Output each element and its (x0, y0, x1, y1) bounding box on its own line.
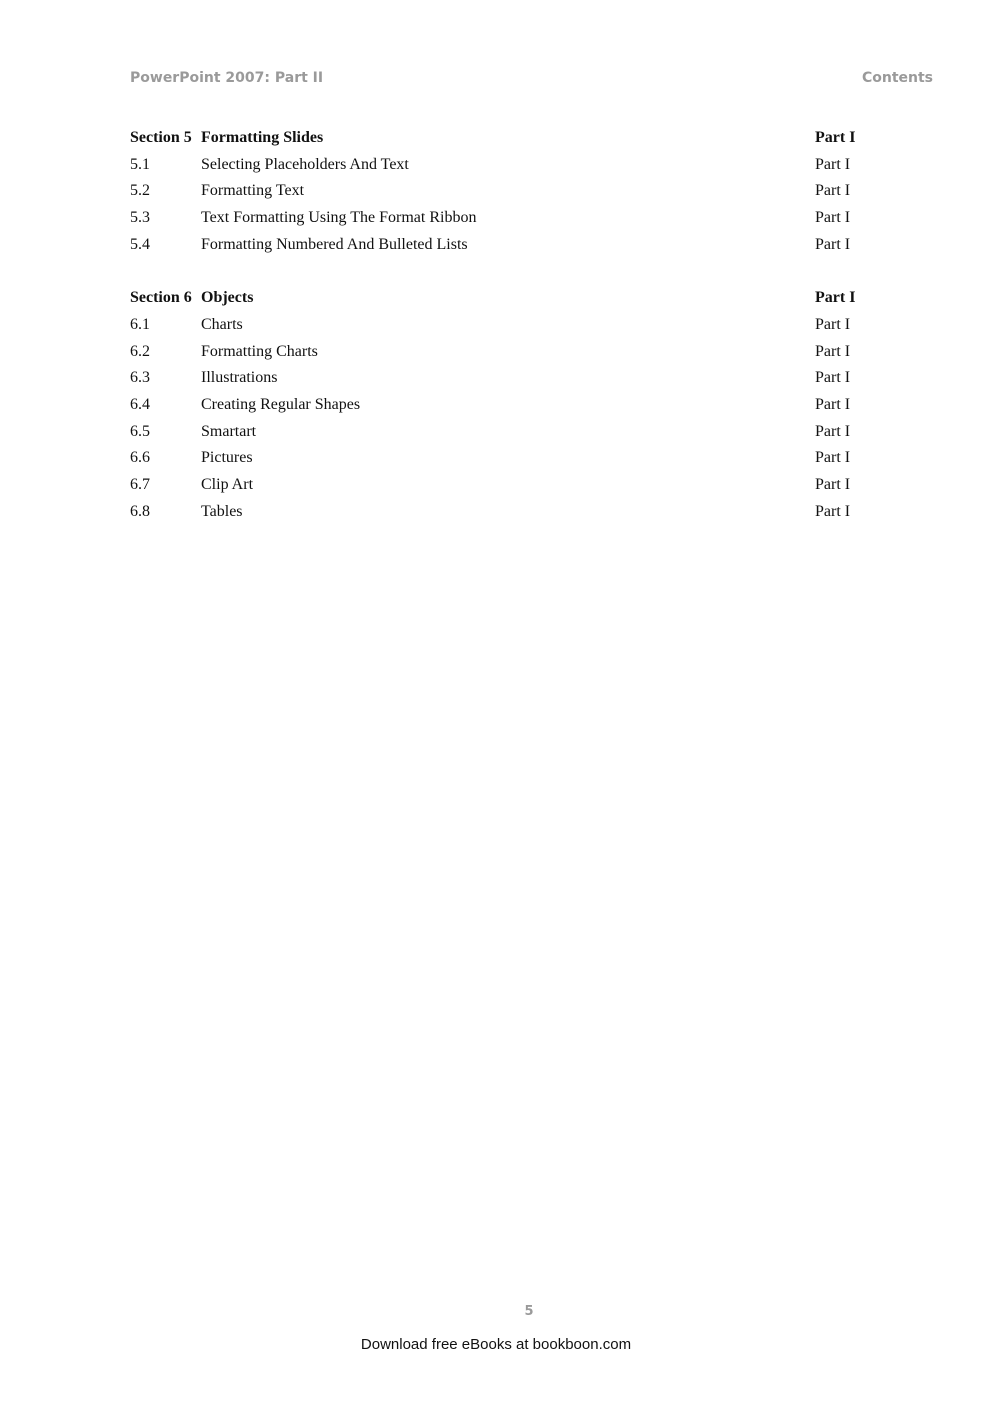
running-header-section: Contents (861, 70, 933, 86)
toc-title: Formatting Text (201, 182, 305, 200)
toc-section-heading (130, 285, 890, 312)
toc-num: 6.7 (130, 475, 150, 493)
toc-title: Creating Regular Shapes (201, 395, 361, 413)
toc-title: Illustrations (201, 369, 278, 387)
toc-num: 6.6 (130, 449, 150, 467)
toc-title: Formatting Slides (201, 129, 324, 146)
toc-title: Text Formatting Using The Format Ribbon (201, 209, 477, 227)
toc-part: Part I (815, 289, 856, 307)
toc-title: Objects (201, 289, 254, 307)
toc-num: 6.3 (130, 369, 150, 387)
toc-entry (130, 205, 890, 232)
toc-entry (130, 232, 890, 259)
toc-part: Part I (815, 342, 851, 360)
toc-entry (130, 499, 890, 526)
toc-part: Part I (815, 315, 851, 333)
page-number: 5 (524, 1304, 534, 1319)
toc-num: 5.2 (130, 182, 150, 200)
toc-title: Charts (201, 315, 243, 333)
toc-entry (130, 339, 890, 366)
toc-entry (130, 419, 890, 446)
toc-num: Section 5 (130, 129, 192, 146)
toc-num: 6.4 (130, 395, 150, 413)
toc-entry (130, 445, 890, 472)
footer-text: Download free eBooks at bookboon.com (360, 1336, 632, 1353)
toc-entry (130, 152, 890, 179)
toc-title: Formatting Charts (201, 342, 318, 360)
toc-num: 5.4 (130, 235, 150, 253)
toc-title: Smartart (201, 422, 257, 440)
toc-part: Part I (815, 209, 851, 227)
toc-num: 5.1 (130, 155, 150, 173)
toc-part: Part I (815, 235, 851, 253)
toc-title: Clip Art (201, 475, 254, 493)
toc-part: Part I (815, 449, 851, 467)
toc-entry (130, 312, 890, 339)
toc-part: Part I (815, 129, 856, 146)
toc-part: Part I (815, 502, 851, 520)
table-of-contents (130, 125, 890, 525)
toc-part: Part I (815, 369, 851, 387)
toc-section-heading (130, 125, 890, 152)
toc-num: 6.8 (130, 502, 150, 520)
section-spacer (130, 258, 890, 285)
toc-num: Section 6 (130, 289, 192, 307)
toc-num: 5.3 (130, 209, 150, 227)
toc-entry (130, 392, 890, 419)
toc-title: Pictures (201, 449, 253, 467)
toc-num: 6.5 (130, 422, 150, 440)
toc-part: Part I (815, 422, 851, 440)
toc-title: Formatting Numbered And Bulleted Lists (201, 235, 468, 253)
toc-entry (130, 365, 890, 392)
toc-part: Part I (815, 475, 851, 493)
toc-title: Selecting Placeholders And Text (201, 155, 409, 173)
toc-num: 6.1 (130, 315, 150, 333)
toc-num: 6.2 (130, 342, 150, 360)
running-header-title: PowerPoint 2007: Part II (130, 70, 324, 86)
toc-entry (130, 472, 890, 499)
toc-entry (130, 178, 890, 205)
toc-part: Part I (815, 395, 851, 413)
toc-part: Part I (815, 155, 851, 173)
toc-title: Tables (201, 502, 243, 520)
toc-part: Part I (815, 182, 851, 200)
